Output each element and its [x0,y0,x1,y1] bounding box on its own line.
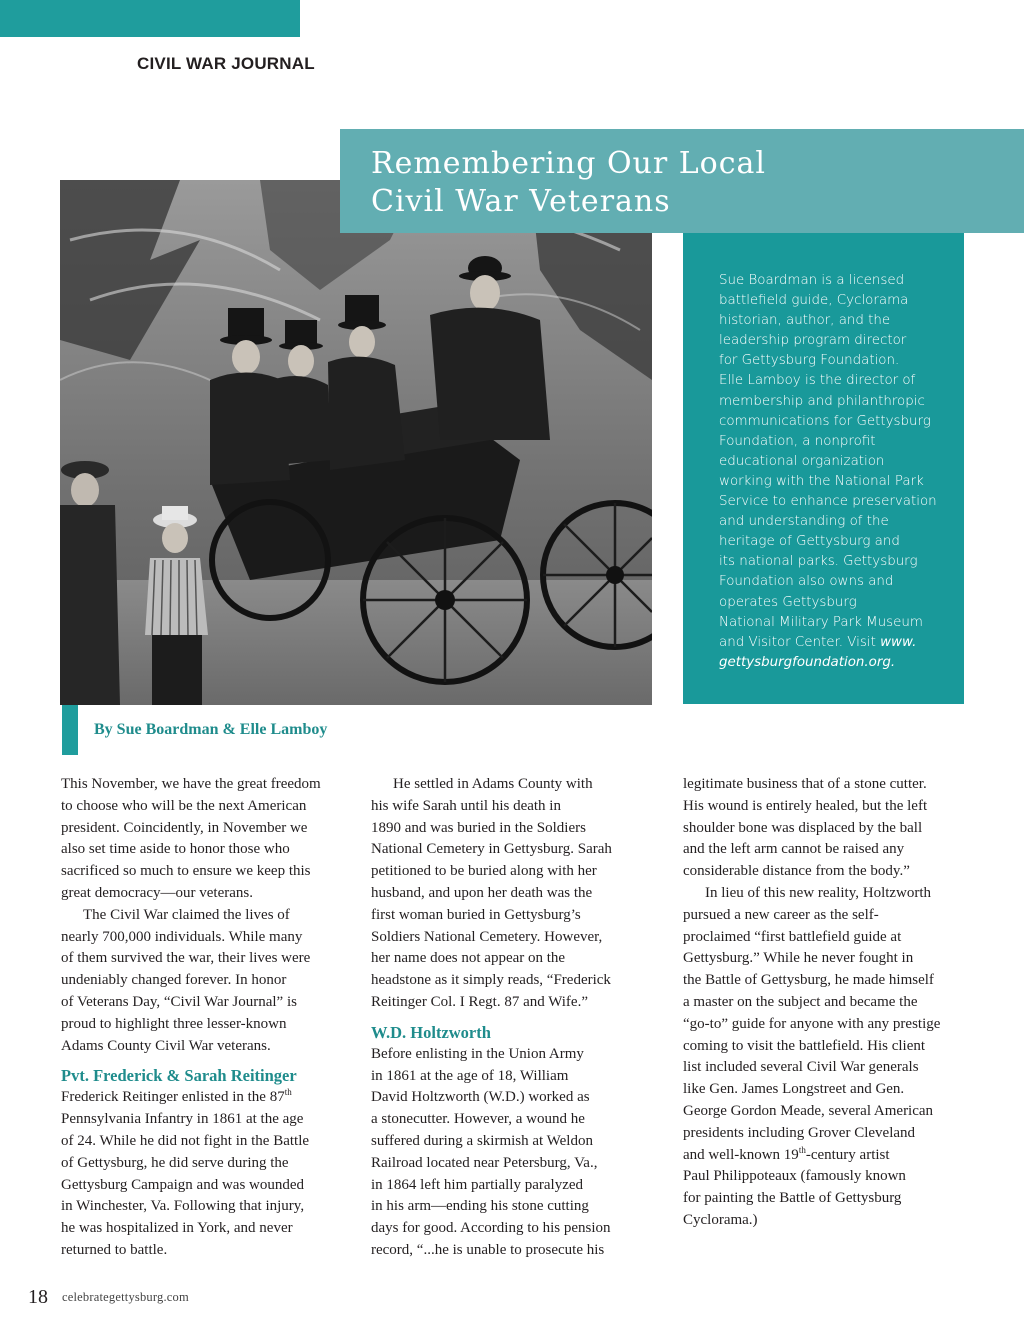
bio-line: Elle Lamboy is the director of [719,373,916,389]
body-line: 1890 and was buried in the Soldiers [371,819,586,836]
top-accent-bar [0,0,300,37]
body-line: in Winchester, Va. Following that injury, [61,1198,305,1215]
body-column-1 [61,774,351,1262]
body-line: husband, and upon her death was the [371,884,593,901]
body-line: returned to battle. [61,1241,168,1258]
body-line: nearly 700,000 individuals. While many [61,928,303,945]
website-url[interactable]: celebrategettysburg.com [62,1290,189,1304]
body-line: Adams County Civil War veterans. [61,1037,271,1054]
body-line: in 1864 left him partially paralyzed [371,1176,584,1193]
body-line: pursued a new career as the self- [683,906,879,923]
body-line-with-sup [683,1145,983,1167]
body-line: petitioned to be buried along with her [371,863,597,880]
bio-line: Sue Boardman is a licensed [719,273,905,288]
body-line: of 24. While he did not fight in the Battle [61,1132,310,1149]
body-line: and well-known 19 [683,1146,799,1163]
bio-line: membership and philanthropic [719,393,925,409]
body-line: her name does not appear on the [371,950,566,967]
page-number: 18 [28,1286,48,1308]
byline: By Sue Boardman & Elle Lamboy [94,721,328,738]
bio-line: operates Gettysburg [719,594,857,610]
title-line: Civil War Veterans [371,184,671,219]
body-line: considerable distance from the body.” [683,863,910,880]
bio-line: leadership program director [719,333,907,349]
bio-line: and understanding of the [719,514,889,530]
body-line: a stonecutter. However, a wound he [371,1111,585,1128]
body-line: in 1861 at the age of 18, William [371,1067,569,1084]
body-line: This November, we have the great freedom [61,776,321,792]
foundation-link[interactable]: www. [880,634,917,650]
body-line: in his arm—ending his stone cutting [371,1198,589,1215]
body-line: His wound is entirely healed, but the left [683,797,928,814]
foundation-link-continued[interactable]: gettysburgfoundation.org. [719,654,896,670]
body-line: undeniably changed forever. In honor [61,972,287,989]
body-line: also set time aside to honor those who [61,841,290,858]
bio-line: and Visitor Center. Visit [719,634,876,650]
body-line: sacrificed so much to ensure we keep this [61,863,311,880]
bio-line: educational organization [719,453,885,469]
body-line: George Gordon Meade, several American [683,1102,934,1119]
body-line: Gettysburg.” While he never fought in [683,950,914,967]
article-title [371,145,1011,221]
bio-line: its national parks. Gettysburg [719,554,918,570]
body-line: for painting the Battle of Gettysburg [683,1190,902,1207]
subhead-reitinger: Pvt. Frederick & Sarah Reitinger [61,1066,297,1086]
body-line: record, “...he is unable to prosecute his [371,1241,605,1258]
bio-line: battlefield guide, Cyclorama [719,293,909,309]
body-line: -century artist [805,1146,890,1163]
body-line: David Holtzworth (W.D.) worked as [371,1089,590,1106]
body-line: of them survived the war, their lives were [61,950,311,967]
ordinal-suffix: th [284,1087,292,1098]
bio-line: Service to enhance preservation [719,494,937,510]
body-line: great democracy—our veterans. [61,884,253,901]
body-line: coming to visit the battlefield. His client [683,1037,926,1054]
body-line: Frederick Reitinger enlisted in the 87 [61,1089,285,1106]
bio-line: historian, author, and the [719,313,891,329]
bio-line: Foundation also owns and [719,574,894,590]
body-line: headstone as it simply reads, “Frederick [371,972,611,989]
body-line: of Veterans Day, “Civil War Journal” is [61,993,297,1010]
body-line: Soldiers National Cemetery. However, [371,928,603,945]
body-line-with-sup [61,1087,351,1109]
body-line: the Battle of Gettysburg, he made himself [683,972,934,989]
bio-line: heritage of Gettysburg and [719,534,900,550]
body-line: proclaimed “first battlefield guide at [683,928,902,945]
body-line: suffered during a skirmish at Weldon [371,1132,593,1149]
body-line: legitimate business that of a stone cutter. [683,776,927,792]
historic-carriage-photo [60,180,652,705]
body-line: of Gettysburg, he did serve during the [61,1154,289,1171]
bio-line: National Military Park Museum [719,614,923,630]
body-line: In lieu of this new reality, Holtzworth [705,884,932,901]
body-line: president. Coincidently, in November we [61,819,308,836]
bio-line: working with the National Park [719,473,924,489]
body-line: like Gen. James Longstreet and Gen. [683,1081,905,1098]
body-line: Before enlisting in the Union Army [371,1045,584,1062]
bio-line: Foundation, a nonprofit [719,433,876,449]
title-line: Remembering Our Local [371,146,767,181]
ordinal-suffix: th [798,1144,806,1155]
bio-line: for Gettysburg Foundation. [719,353,900,369]
body-line: list included several Civil War generals [683,1059,919,1076]
body-line: Gettysburg Campaign and was wounded [61,1176,305,1193]
body-line: days for good. According to his pension [371,1220,611,1237]
body-line: “go-to” guide for anyone with any prestige [683,1015,941,1032]
body-line: shoulder bone was displaced by the ball [683,819,923,836]
body-line: a master on the subject and became the [683,993,918,1010]
body-line: National Cemetery in Gettysburg. Sarah [371,841,612,858]
body-line: Pennsylvania Infantry in 1861 at the age [61,1111,304,1128]
body-line: Paul Philippoteaux (famously known [683,1168,906,1185]
body-line: He settled in Adams County with [393,776,593,792]
body-line: he was hospitalized in York, and never [61,1220,293,1237]
body-line: first woman buried in Gettysburg’s [371,906,581,923]
bio-line: communications for Gettysburg [719,413,931,429]
photo-illustration [60,180,652,705]
bio-line-with-link [719,633,944,653]
section-label: CIVIL WAR JOURNAL [137,54,315,73]
body-line: Railroad located near Petersburg, Va., [371,1154,598,1171]
body-line: his wife Sarah until his death in [371,797,561,814]
body-line: The Civil War claimed the lives of [83,906,290,923]
body-line: and the left arm cannot be raised any [683,841,905,858]
author-bio-text [719,271,944,673]
subhead-holtzworth: W.D. Holtzworth [371,1022,491,1042]
body-line: to choose who will be the next American [61,797,307,814]
body-line: proud to highlight three lesser-known [61,1015,287,1032]
body-column-3 [683,774,983,1232]
body-line: Cyclorama.) [683,1211,758,1228]
byline-accent-bar [62,705,78,755]
body-column-2 [371,774,661,1262]
body-line: Reitinger Col. I Regt. 87 and Wife.” [371,993,588,1010]
body-line: presidents including Grover Cleveland [683,1124,916,1141]
